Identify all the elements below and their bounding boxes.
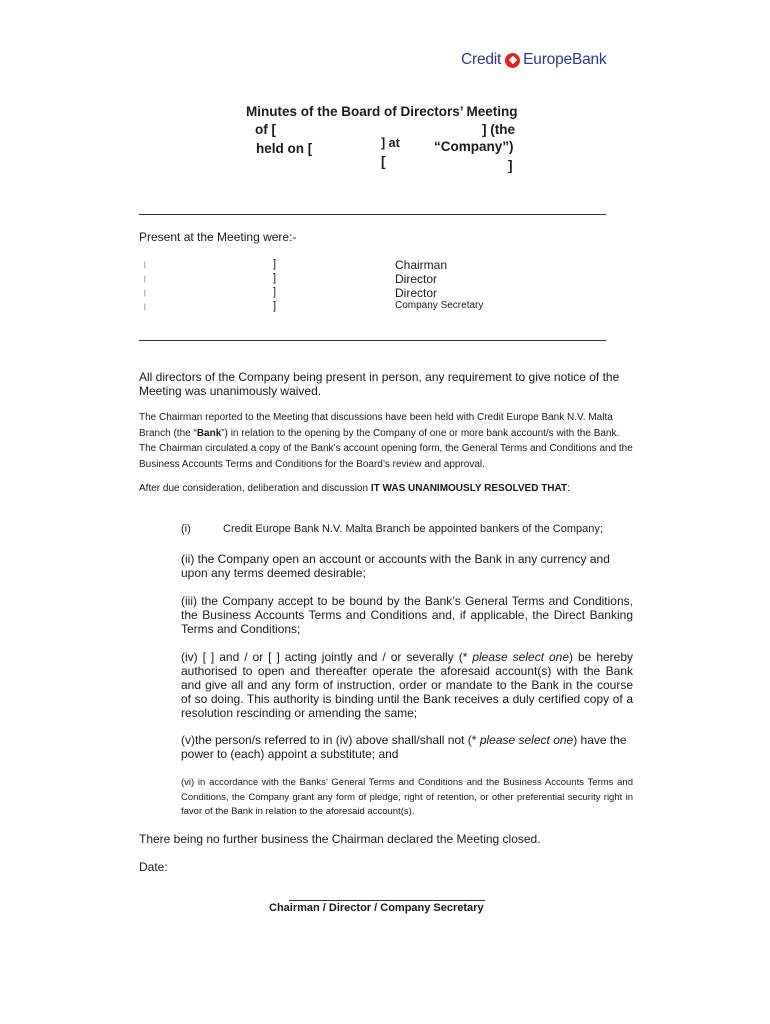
present-heading: Present at the Meeting were:-	[139, 230, 297, 244]
resolved-bold: IT WAS UNANIMOUSLY RESOLVED THAT	[370, 483, 568, 494]
name-placeholder-4: |	[144, 304, 146, 311]
resolution-4-a: (iv) [ ] and / or [ ] acting jointly and / or severally (*	[181, 650, 473, 664]
divider-bottom	[139, 340, 606, 341]
diamond-logo-icon	[505, 53, 520, 68]
meeting-closed-statement: There being no further business the Chairman declared the Meeting closed.	[139, 832, 541, 846]
role-director-2: Director	[395, 286, 438, 300]
bracket-2: ]	[273, 272, 277, 284]
signature-line	[289, 900, 485, 901]
role-director-1: Director	[395, 272, 438, 286]
resolution-5-b: ) have the power to (each) appoint a substitute; and	[181, 733, 627, 761]
resolution-1-number: (i)	[181, 523, 191, 535]
name-placeholder-3: |	[144, 290, 146, 297]
resolution-6: (vi) in accordance with the Banks’ General Terms and Conditions and the Business Accounts Terms and Conditions, the Company grant any form of pledge, right of retention, or other preferential security right in favor of the Bank in relation to the aforesaid account(s).	[181, 777, 633, 817]
chairman-report-paragraph	[139, 410, 633, 472]
role-company-secretary: Company Secretary	[395, 300, 484, 311]
resolution-5-italic: please select one	[479, 733, 574, 747]
logo-text-europebank: EuropeBank	[523, 51, 607, 68]
resolved-colon: :	[567, 483, 570, 494]
report-bank-term: Bank	[196, 427, 222, 439]
signature-caption: Chairman / Director / Company Secretary	[269, 902, 484, 914]
name-placeholder-2: |	[144, 276, 146, 283]
title-held-on: held on [	[256, 141, 313, 156]
date-label: Date:	[139, 860, 168, 874]
report-text-before: The Chairman reported to the Meeting that discussions have been held with Credit Europe Bank N.V. Malta Branch (the “	[139, 412, 613, 439]
title-close-bracket: ]	[508, 158, 513, 173]
resolution-4-b: ) be hereby authorised to open and thereafter operate the aforesaid account(s) with the Bank and give all and any form of instruction, order or mandate to the Bank in the course of so doing. This authority is binding until the Bank receives a duly certified copy of a resolution rescinding or amending the same;	[181, 650, 634, 720]
resolution-4	[181, 650, 633, 720]
credit-europe-bank-logo	[461, 50, 606, 70]
resolution-3: (iii) the Company accept to be bound by the Bank’s General Terms and Conditions, the Business Accounts Terms and Conditions and, if applicable, the Direct Banking Terms and Conditions;	[181, 594, 633, 636]
bracket-3: ]	[273, 286, 277, 298]
resolution-1-text: Credit Europe Bank N.V. Malta Branch be appointed bankers of the Company;	[223, 523, 603, 535]
name-placeholder-1: |	[144, 262, 146, 269]
logo-text-credit: Credit	[461, 51, 502, 68]
resolution-4-italic: please select one	[472, 650, 570, 664]
waiver-paragraph: All directors of the Company being present in person, any requirement to give notice of the Meeting was unanimously waived.	[139, 370, 620, 398]
resolution-5-a: (v)the person/s referred to in (iv) above shall/shall not (*	[181, 733, 480, 747]
title-the: ] (the	[482, 122, 515, 137]
resolution-5	[181, 733, 633, 761]
resolved-paragraph	[139, 481, 633, 497]
divider-top	[139, 214, 606, 215]
title-of: of [	[255, 122, 276, 137]
title-open-bracket: [	[381, 154, 386, 169]
bracket-1: ]	[273, 258, 277, 270]
resolved-text-before: After due consideration, deliberation and discussion	[139, 483, 371, 494]
title-at: ] at	[381, 136, 400, 150]
resolution-2: (ii) the Company open an account or accounts with the Bank in any currency and upon any terms deemed desirable;	[181, 552, 610, 580]
title-company: “Company”)	[434, 139, 514, 154]
report-text-after: ”) in relation to the opening by the Company of one or more bank account/s with the Bank. The Chairman circulated a copy of the Bank’s account opening form, the General Terms and Conditions and the Business Accounts Terms and Conditions for the Board’s review and approval.	[139, 427, 633, 470]
role-chairman: Chairman	[395, 258, 448, 272]
document-title: Minutes of the Board of Directors’ Meeting	[246, 104, 518, 119]
bracket-4: ]	[273, 300, 277, 312]
